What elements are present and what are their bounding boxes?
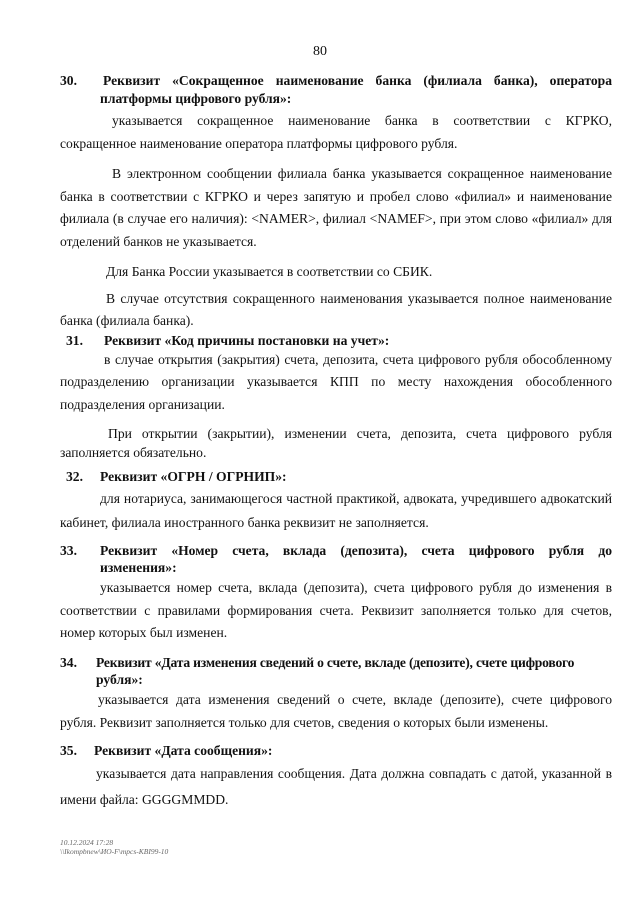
- page-number: 80: [313, 44, 327, 59]
- section-heading: [60, 740, 612, 763]
- paragraph: Для Банка России указывается в соответствии со СБИК.: [106, 264, 433, 279]
- section-title-line1: Реквизит «ОГРН / ОГРНИП»:: [100, 469, 287, 484]
- section-number: 30.: [60, 73, 77, 88]
- section-34: [60, 652, 612, 734]
- paragraph: указывается дата изменения сведений о счете, вкладе (депозите), счете цифрового рубля. Реквизит заполняется только для счетов, сведения о которых были изменены.: [60, 692, 612, 730]
- section-title-line1: Реквизит «Дата изменения сведений о счете, вкладе (депозите), счете цифрового: [96, 655, 575, 670]
- section-title-line1: Реквизит «Код причины постановки на учет»:: [104, 333, 390, 348]
- section-heading: [60, 466, 612, 489]
- section-title-line1: Реквизит «Сокращенное наименование банка (филиала банка), оператора: [103, 73, 612, 88]
- print-footer: [60, 838, 168, 856]
- section-title-line2: рубля»:: [96, 671, 143, 687]
- footer-file-path: \\Ikompbnew\ИО-F\mpcs-KBI99-10: [60, 847, 169, 856]
- section-heading: [60, 652, 612, 691]
- section-32: [60, 466, 612, 535]
- section-35: [60, 740, 612, 813]
- section-number: 35.: [60, 743, 77, 758]
- section-33: [60, 540, 612, 645]
- paragraph: для нотариуса, занимающегося частной практикой, адвоката, учредившего адвокатский кабинет, филиала иностранного банка реквизит не заполняется.: [60, 490, 612, 530]
- paragraph: В электронном сообщении филиала банка указывается сокращенное наименование банка в соответствии с КГРКО и через запятую и пробел слово «филиал» и наименование филиала (в случае его наличия): <NAMER>, филиал <NAMEF>, при этом слово «филиал» для отделений банков не указывается.: [60, 166, 612, 249]
- section-number: 34.: [60, 655, 77, 670]
- section-heading: [60, 330, 612, 353]
- section-heading: [60, 70, 612, 110]
- paragraph: указывается номер счета, вклада (депозита), счета цифрового рубля до изменения в соответствии с правилами формирования счета. Реквизит заполняется только для счетов, номер которых был изменен.: [60, 580, 612, 640]
- paragraph: в случае открытия (закрытия) счета, депозита, счета цифрового рубля обособленному подразделению организации указывается КПП по месту нахождения обособленного подразделения организации.: [60, 351, 612, 412]
- section-title-line2: платформы цифрового рубля»:: [100, 90, 292, 106]
- section-number: 32.: [66, 469, 83, 484]
- paragraph: При открытии (закрытии), изменении счета, депозита, счета цифрового рубля заполняется обязательно.: [60, 426, 612, 460]
- section-title-line1: Реквизит «Дата сообщения»:: [94, 743, 273, 758]
- paragraph: указывается дата направления сообщения. Дата должна совпадать с датой, указанной в имени файла: GGGGMMDD.: [60, 765, 612, 807]
- section-title-line1: Реквизит «Номер счета, вклада (депозита), счета цифрового рубля до: [100, 543, 612, 558]
- paragraph: указывается сокращенное наименование банка в соответствии с КГРКО, сокращенное наименование оператора платформы цифрового рубля.: [60, 113, 612, 151]
- section-heading: [60, 540, 612, 579]
- paragraph: В случае отсутствия сокращенного наименования указывается полное наименование банка (филиала банка).: [60, 290, 612, 328]
- section-31: [60, 330, 612, 462]
- section-number: 31.: [66, 333, 83, 348]
- footer-timestamp: 10.12.2024 17:28: [60, 838, 114, 847]
- section-title-line2: изменения»:: [100, 559, 177, 575]
- section-30: [60, 70, 612, 333]
- section-number: 33.: [60, 543, 77, 558]
